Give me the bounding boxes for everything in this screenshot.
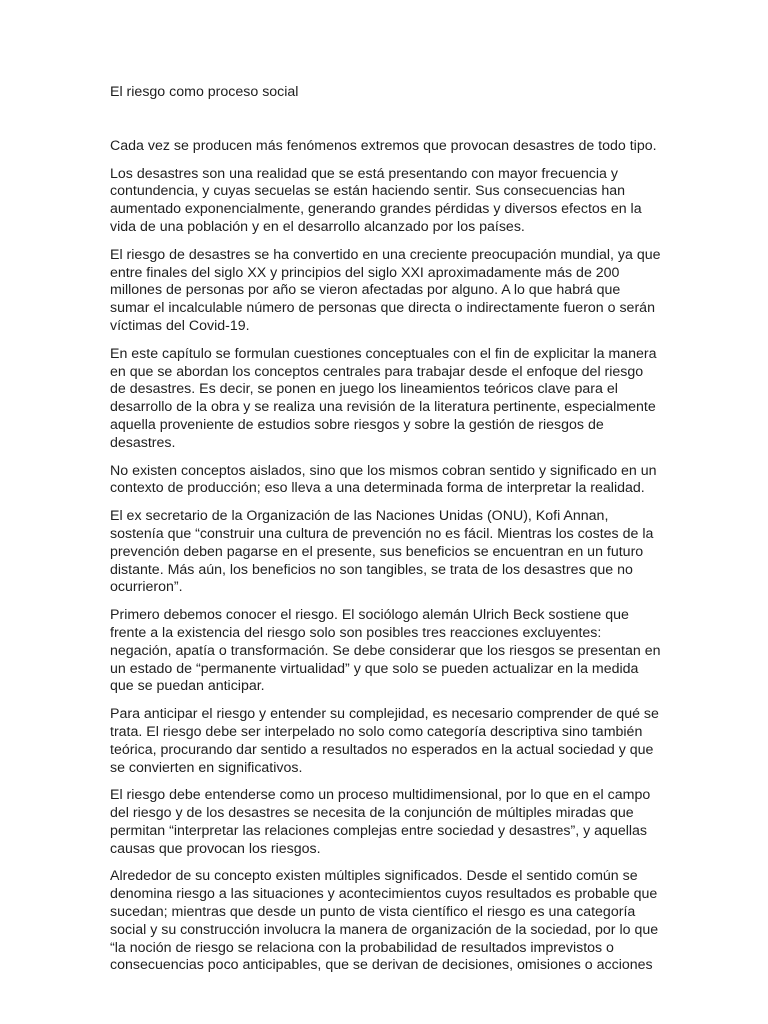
paragraph: No existen conceptos aislados, sino que los mismos cobran sentido y significado en un contexto de producción; eso lleva a una determinada forma de interpretar la realidad. [110, 462, 657, 497]
paragraph: Para anticipar el riesgo y entender su complejidad, es necesario comprender de qué se trata. El riesgo debe ser interpelado no solo como categoría descriptiva sino también teórica, procurando dar sentido a resultados no esperados en la actual sociedad y que se convierten en significativos. [110, 706, 659, 776]
paragraph: El riesgo de desastres se ha convertido en una creciente preocupación mundial, ya que entre finales del siglo XX y principios del siglo XXI aproximadamente más de 200 millones de personas por año se vieron afectadas por alguno. A lo que habrá que sumar el incalculable número de personas que directa o indirectamente fueron o serán víctimas del Covid-19. [110, 246, 661, 334]
paragraph: Cada vez se producen más fenómenos extremos que provocan desastres de todo tipo. [110, 137, 657, 154]
paragraph: Primero debemos conocer el riesgo. El sociólogo alemán Ulrich Beck sostiene que frente a la existencia del riesgo solo son posibles tres reacciones excluyentes: negación, apatía o transformación. Se debe considerar que los riesgos se presentan en un estado de “permanente virtualidad” y que solo se pueden actualizar en la medida que se puedan anticipar. [110, 607, 661, 695]
paragraph: En este capítulo se formulan cuestiones conceptuales con el fin de explicitar la manera en que se abordan los conceptos centrales para trabajar desde el enfoque del riesgo de desastres. Es decir, se ponen en juego los lineamientos teóricos clave para el desarrollo de la obra y se realiza una revisión de la literatura pertinente, especialmente aquella proveniente de estudios sobre riesgos y sobre la gestión de riesgos de desastres. [110, 345, 657, 451]
paragraph: Los desastres son una realidad que se está presentando con mayor frecuencia y contundencia, y cuyas secuelas se están haciendo sentir. Sus consecuencias han aumentado exponencialmente, generando grandes pérdidas y diversos efectos en la vida de una población y en el desarrollo alcanzado por los países. [110, 165, 642, 235]
document-title: El riesgo como proceso social [110, 84, 299, 100]
document-body [110, 84, 662, 985]
paragraph: Alrededor de su concepto existen múltiples significados. Desde el sentido común se denomina riesgo a las situaciones y acontecimientos cuyos resultados es probable que sucedan; mientras que desde un punto de vista científico el riesgo es una categoría social y su construcción involucra la manera de organización de la sociedad, por lo que “la noción de riesgo se relaciona con la probabilidad de resultados imprevistos o consecuencias poco anticipables, que se derivan de decisiones, omisiones o acciones [110, 868, 659, 974]
paragraph: El riesgo debe entenderse como un proceso multidimensional, por lo que en el campo del riesgo y de los desastres se necesita de la conjunción de múltiples miradas que permitan “interpretar las relaciones complejas entre sociedad y desastres”, y aquellas causas que provocan los riesgos. [110, 787, 651, 857]
paragraph: El ex secretario de la Organización de las Naciones Unidas (ONU), Kofi Annan, sostenía que “construir una cultura de prevención no es fácil. Mientras los costes de la prevención deben pagarse en el presente, sus beneficios se encuentran en un futuro distante. Más aún, los beneficios no son tangibles, se trata de los desastres que no ocurrieron”. [110, 508, 654, 596]
